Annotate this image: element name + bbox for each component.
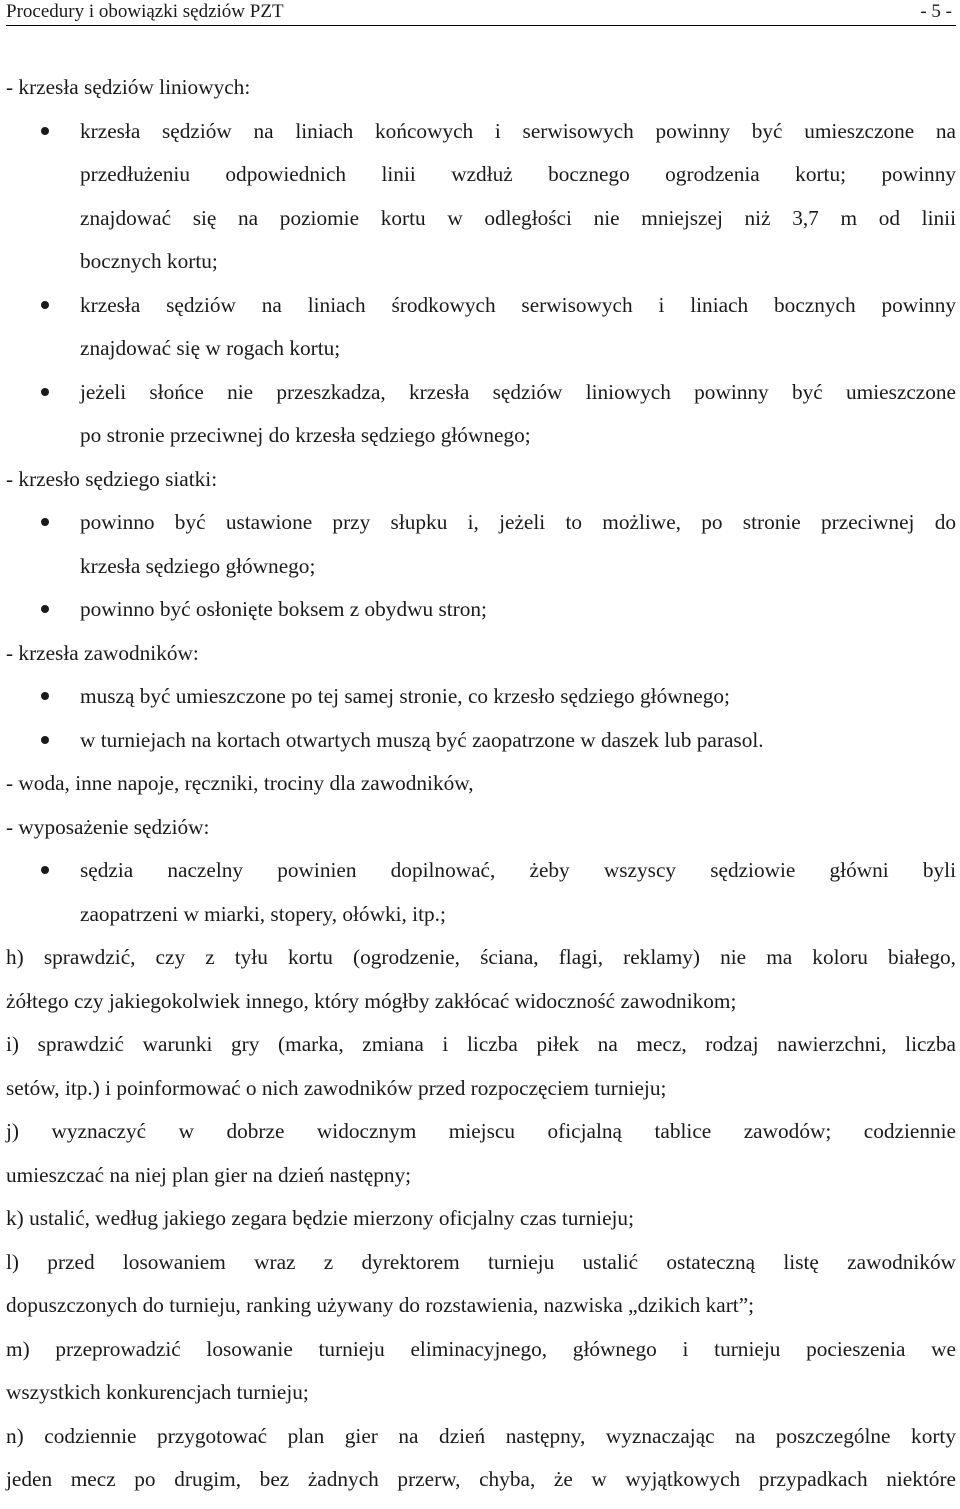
text-line: dopuszczonych do turnieju, ranking używany do rozstawienia, nazwiska „dzikich kart”; xyxy=(6,1293,755,1317)
paragraph-n xyxy=(6,1415,956,1502)
text-line: znajdować się na poziomie kortu w odległości nie mniejszej niż 3,7 m od linii xyxy=(80,205,956,230)
text-line: w turniejach na kortach otwartych muszą być zaopatrzone w daszek lub parasol. xyxy=(80,727,764,752)
text-line: przedłużeniu odpowiednich linii wzdłuż bocznego ogrodzenia kortu; powinny xyxy=(80,162,956,186)
text-line: po stronie przeciwnej do krzesła sędziego głównego; xyxy=(80,423,531,447)
bullet-icon xyxy=(41,127,49,135)
paragraph-h xyxy=(6,936,956,1023)
page-number: - 5 - xyxy=(920,1,952,22)
text-line: setów, itp.) i poinformować o nich zawodników przed rozpoczęciem turnieju; xyxy=(6,1075,667,1100)
paragraph-m xyxy=(6,1328,956,1415)
text-line: n) codziennie przygotować plan gier na dzień następny, wyznaczając na poszczególne korty xyxy=(6,1423,956,1448)
bullet-icon xyxy=(41,518,49,526)
section-label: - krzesło sędziego siatki: xyxy=(6,466,218,491)
list-item xyxy=(6,371,956,458)
paragraph-l xyxy=(6,1241,956,1328)
paragraph-j xyxy=(6,1110,956,1197)
text-line: krzesła sędziów na liniach środkowych serwisowych i liniach bocznych powinny xyxy=(80,292,956,317)
section-label: - krzesła zawodników: xyxy=(6,640,199,665)
text-line: k) ustalić, według jakiego zegara będzie mierzony oficjalny czas turnieju; xyxy=(6,1206,634,1230)
list-item xyxy=(6,675,956,719)
paragraph-k xyxy=(6,1197,956,1241)
text-line: krzesła sędziego głównego; xyxy=(80,553,316,578)
section-label: - wyposażenie sędziów: xyxy=(6,814,210,839)
document-title: Procedury i obowiązki sędziów PZT xyxy=(6,1,284,22)
page-header xyxy=(6,0,956,26)
section-label: - krzesła sędziów liniowych: xyxy=(6,75,251,99)
text-line: m) przeprowadzić losowanie turnieju eliminacyjnego, głównego i turnieju pocieszenia we xyxy=(6,1336,956,1361)
text-line: i) sprawdzić warunki gry (marka, zmiana i liczba piłek na mecz, rodzaj nawierzchni, liczba xyxy=(6,1032,956,1056)
bullet-icon xyxy=(41,605,49,613)
bullet-icon xyxy=(41,692,49,700)
text-line: sędzia naczelny powinien dopilnować, żeby wszyscy sędziowie główni byli xyxy=(80,858,956,882)
text-line: j) wyznaczyć w dobrze widocznym miejscu oficjalną tablice zawodów; codziennie xyxy=(6,1119,956,1143)
text-line: wszystkich konkurencjach turnieju; xyxy=(6,1380,309,1404)
text-line: krzesła sędziów na liniach końcowych i serwisowych powinny być umieszczone na xyxy=(80,118,956,143)
list-item xyxy=(6,719,956,763)
text-line: znajdować się w rogach kortu; xyxy=(80,336,341,360)
list-item xyxy=(6,588,956,632)
document-body xyxy=(6,66,956,1502)
paragraph-i xyxy=(6,1023,956,1110)
text-line: powinno być ustawione przy słupku i, jeżeli to możliwe, po stronie przeciwnej do xyxy=(80,510,956,534)
list-item xyxy=(6,110,956,284)
list-item xyxy=(6,849,956,936)
text-line: zaopatrzeni w miarki, stopery, ołówki, itp.; xyxy=(80,901,446,926)
text-line: muszą być umieszczone po tej samej stronie, co krzesło sędziego głównego; xyxy=(80,684,730,708)
list-item xyxy=(6,284,956,371)
text-line: umieszczać na niej plan gier na dzień następny; xyxy=(6,1162,412,1187)
bullet-icon xyxy=(41,301,49,309)
text-line: żółtego czy jakiegokolwiek innego, który mógłby zakłócać widoczność zawodnikom; xyxy=(6,988,737,1013)
bullet-icon xyxy=(41,736,49,744)
text-line: bocznych kortu; xyxy=(80,249,218,273)
section-label: - woda, inne napoje, ręczniki, trociny dla zawodników, xyxy=(6,771,474,795)
text-line: powinno być osłonięte boksem z obydwu stron; xyxy=(80,597,487,621)
bullet-icon xyxy=(41,388,49,396)
text-line: h) sprawdzić, czy z tyłu kortu (ogrodzenie, ściana, flagi, reklamy) nie ma koloru białego, xyxy=(6,945,956,969)
text-line: l) przed losowaniem wraz z dyrektorem turnieju ustalić ostateczną listę zawodników xyxy=(6,1249,956,1274)
text-line: jeżeli słońce nie przeszkadza, krzesła sędziów liniowych powinny być umieszczone xyxy=(80,379,956,404)
list-item xyxy=(6,501,956,588)
bullet-icon xyxy=(41,866,49,874)
text-line: jeden mecz po drugim, bez żadnych przerw, chyba, że w wyjątkowych przypadkach niektóre xyxy=(6,1467,956,1491)
